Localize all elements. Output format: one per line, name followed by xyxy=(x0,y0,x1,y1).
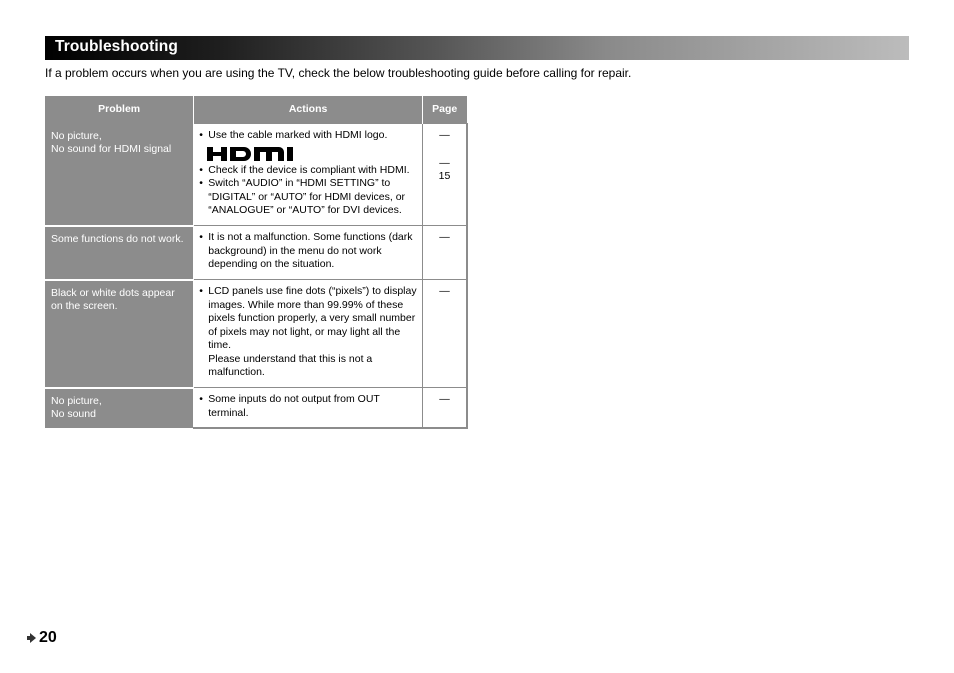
bullet-icon: • xyxy=(199,231,203,243)
actions-cell xyxy=(194,280,423,388)
problem-text: Some functions do not work. xyxy=(51,232,184,245)
actions-cell xyxy=(194,226,423,280)
actions-cell xyxy=(194,124,423,226)
table-row xyxy=(45,280,467,388)
action-item xyxy=(199,231,418,272)
page-cell xyxy=(422,226,467,280)
action-text: LCD panels use fine dots (“pixels”) to display images. While more than 99.99% of these pixels function properly, a very small number of pixels may not light, or may light all the time. xyxy=(208,285,417,351)
action-item xyxy=(199,393,418,420)
action-text: Use the cable marked with HDMI logo. xyxy=(208,129,388,141)
section-title-bar xyxy=(45,36,909,60)
bullet-icon: • xyxy=(199,163,203,176)
table-row xyxy=(45,388,467,428)
section-title: Troubleshooting xyxy=(55,38,178,55)
page-cell xyxy=(422,124,467,226)
page-cell xyxy=(422,280,467,388)
action-text: Switch “AUDIO” in “HDMI SETTING” to “DIGITAL” or “AUTO” for HDMI devices, or “ANALOGUE” or “AUTO” for DVI devices. xyxy=(208,177,406,216)
bullet-icon: • xyxy=(199,285,203,297)
hdmi-logo-svg xyxy=(207,146,293,162)
bullet-icon: • xyxy=(199,129,203,141)
action-item xyxy=(199,129,418,143)
table-row xyxy=(45,124,467,226)
problem-cell xyxy=(45,280,194,388)
arrow-marker-icon xyxy=(30,633,36,643)
page-ref: — xyxy=(439,156,450,169)
column-header-actions: Actions xyxy=(194,96,423,124)
action-text: Check if the device is compliant with HDMI. xyxy=(208,163,410,176)
action-text: It is not a malfunction. Some functions (dark background) in the menu do not work depending on the situation. xyxy=(208,231,413,270)
problem-text: No sound xyxy=(51,408,96,420)
problem-text: No picture, xyxy=(51,394,102,407)
action-item xyxy=(199,285,418,353)
hdmi-logo-icon xyxy=(207,146,418,162)
bullet-icon: • xyxy=(199,393,203,405)
table-row xyxy=(45,226,467,280)
column-header-problem: Problem xyxy=(45,96,194,124)
problem-cell xyxy=(45,124,194,226)
action-text: Some inputs do not output from OUT terminal. xyxy=(208,393,380,419)
action-text-continued: Please understand that this is not a malfunction. xyxy=(208,352,373,378)
problem-cell xyxy=(45,226,194,280)
page-cell xyxy=(422,388,467,428)
page-number: 20 xyxy=(39,629,57,646)
problem-text: No sound for HDMI signal xyxy=(51,143,172,155)
problem-cell xyxy=(45,388,194,428)
page-ref: — xyxy=(439,393,450,405)
page-footer xyxy=(30,629,57,647)
page-ref: — xyxy=(439,129,450,141)
page-ref-link[interactable]: 15 xyxy=(438,170,451,182)
problem-text: Black or white dots appear on the screen. xyxy=(51,286,175,312)
table-header-row xyxy=(45,96,467,124)
page-ref: — xyxy=(439,285,450,297)
action-item xyxy=(199,177,418,218)
action-item xyxy=(199,164,418,178)
bullet-icon: • xyxy=(199,177,203,189)
column-header-page: Page xyxy=(422,96,467,124)
problem-text: No picture, xyxy=(51,129,102,142)
troubleshooting-table xyxy=(45,96,468,429)
intro-text: If a problem occurs when you are using the TV, check the below troubleshooting guide before calling for repair. xyxy=(45,66,632,80)
page-ref: — xyxy=(439,231,450,243)
actions-cell xyxy=(194,388,423,428)
